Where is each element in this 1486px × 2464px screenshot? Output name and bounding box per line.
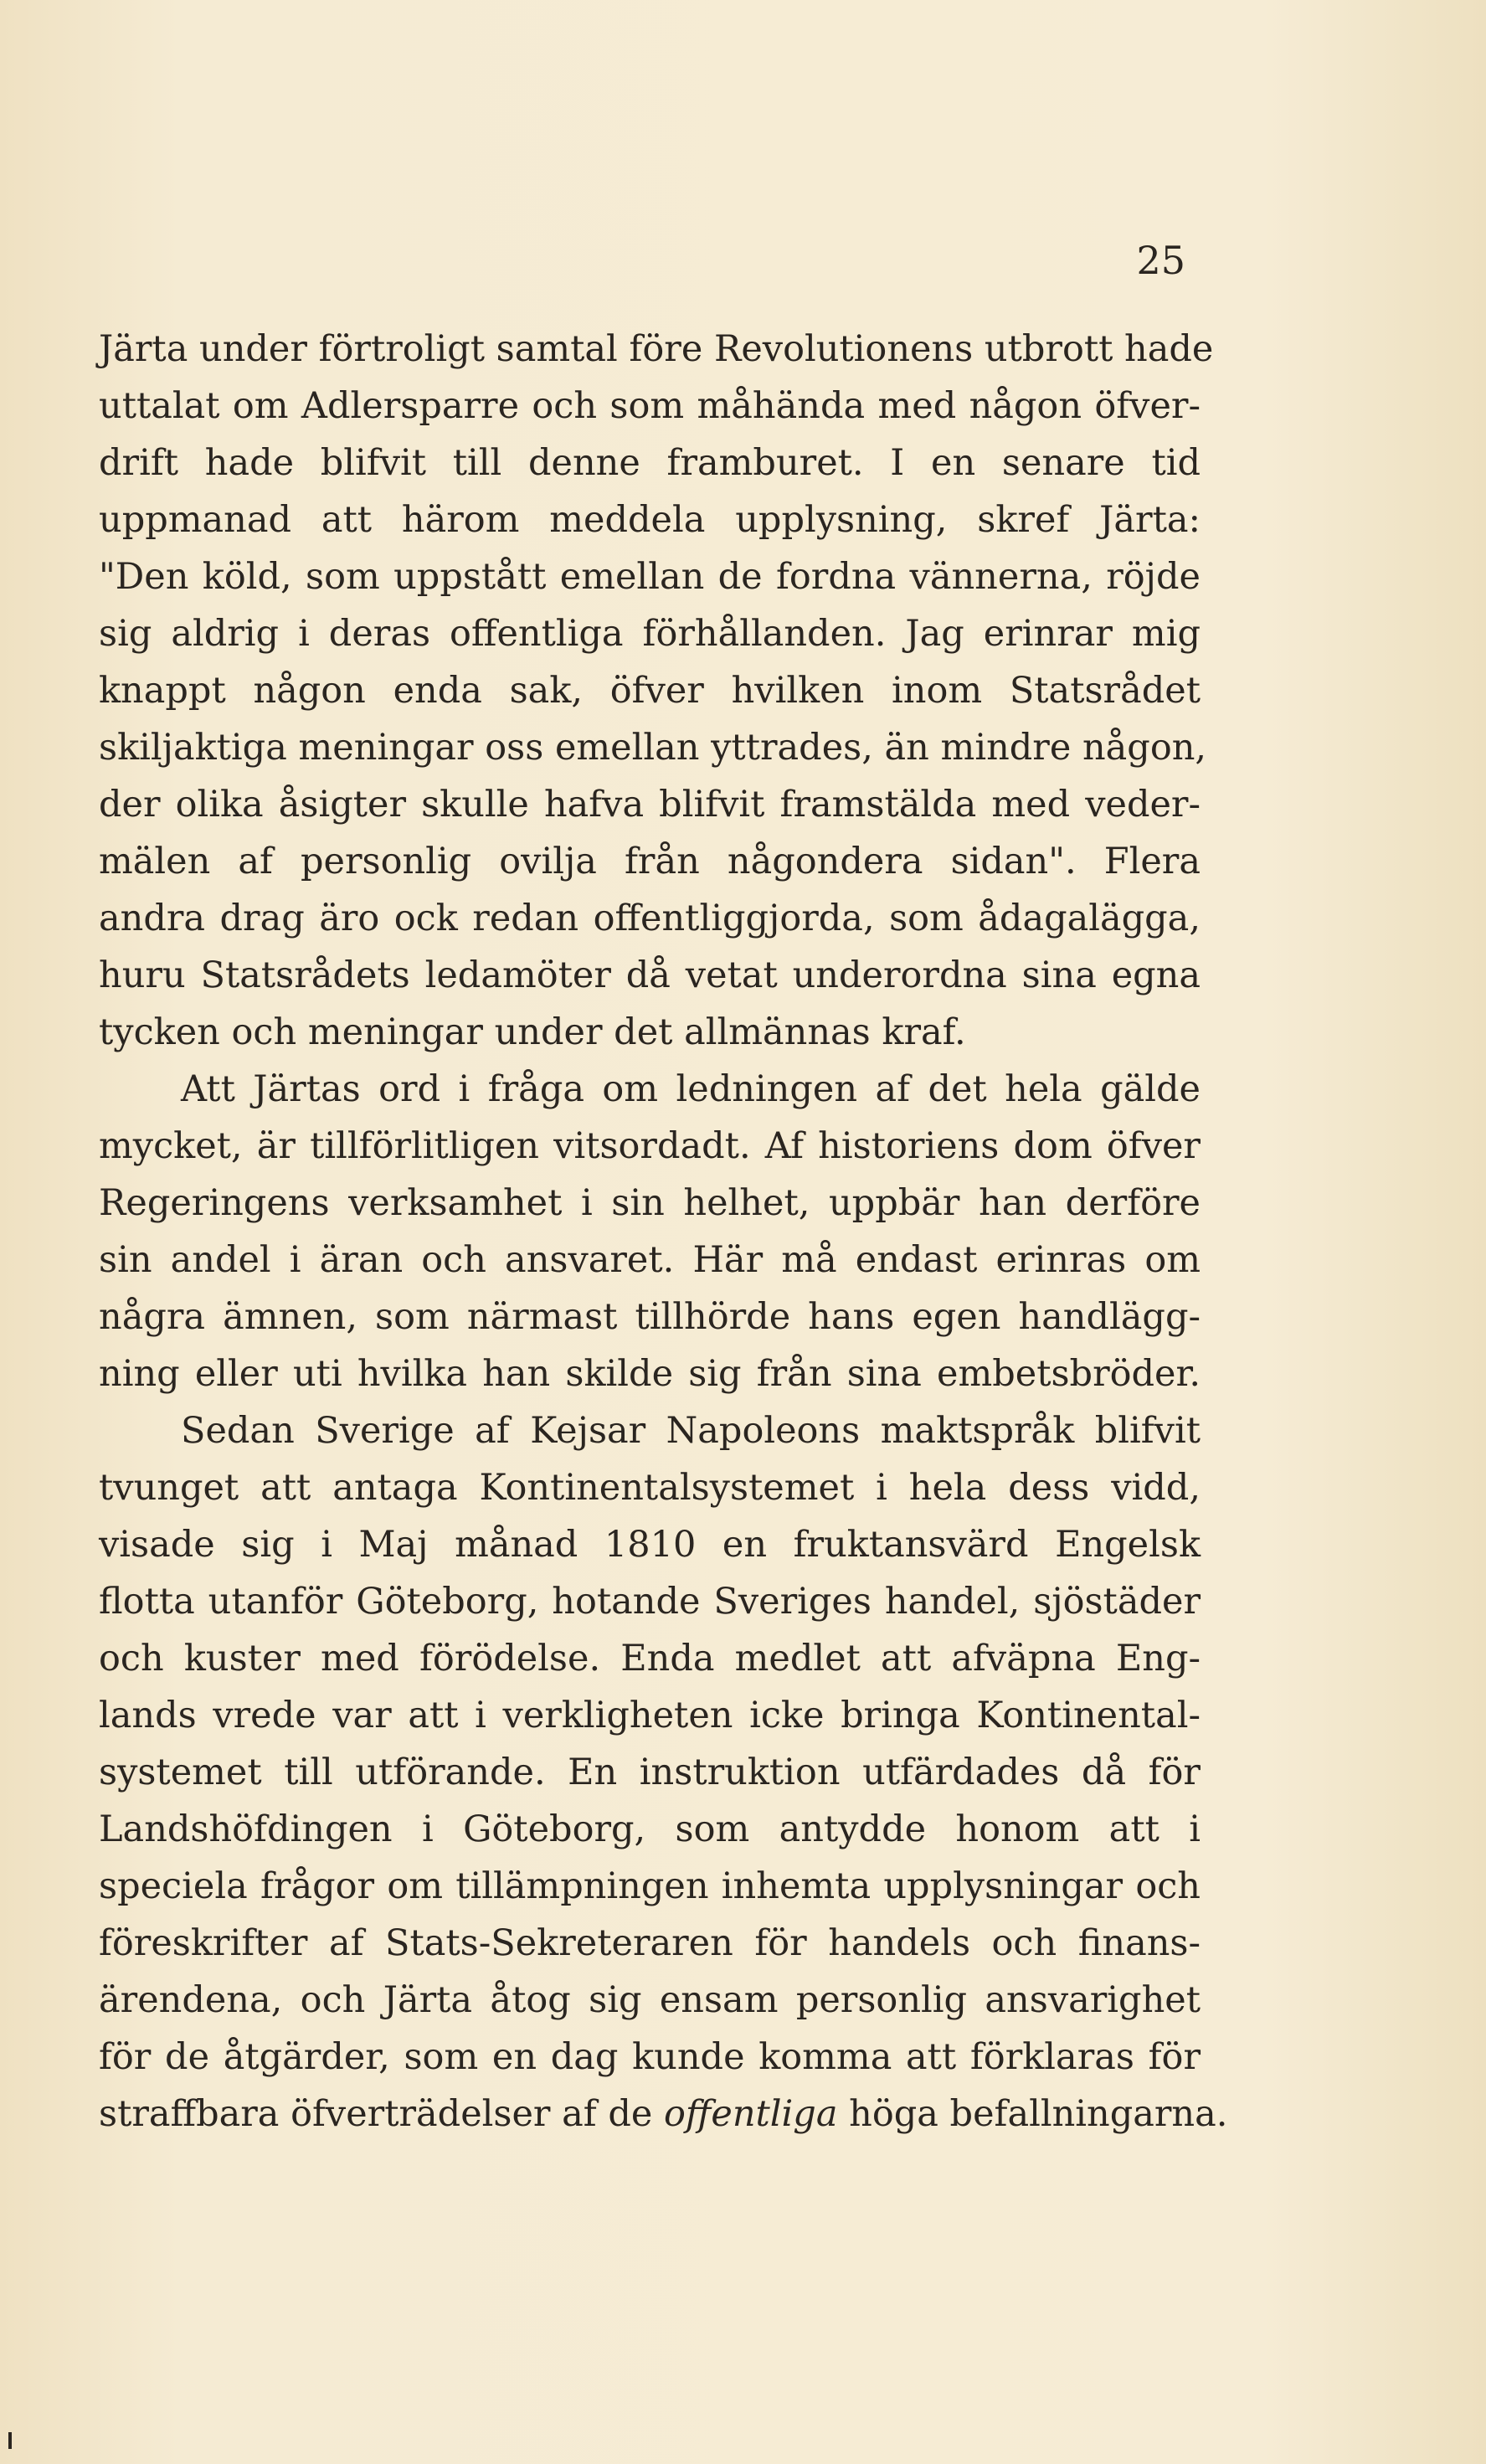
final-text-line: [99, 2086, 1228, 2142]
text-line: och kuster med förödelse. Enda medlet att afväpna Eng-: [99, 1638, 1201, 1680]
text-line: tvunget att antaga Kontinentalsystemet i hela dess vidd,: [99, 1467, 1201, 1509]
text-line: knappt någon enda sak, öfver hvilken inom Statsrådet: [99, 670, 1201, 712]
text-line: visade sig i Maj månad 1810 en fruktansvärd Engelsk: [99, 1524, 1201, 1566]
text-line: Sedan Sverige af Kejsar Napoleons maktspråk blifvit: [181, 1410, 1201, 1452]
text-line: uppmanad att härom meddela upplysning, skref Järta:: [99, 499, 1201, 541]
final-line-end: höga befallningarna.: [837, 2093, 1228, 2135]
text-line: ning eller uti hvilka han skilde sig från sina embetsbröder.: [99, 1353, 1201, 1395]
text-line: flotta utanför Göteborg, hotande Sveriges handel, sjöstäder: [99, 1581, 1201, 1623]
text-line: der olika åsigter skulle hafva blifvit framstälda med veder-: [99, 784, 1201, 826]
text-line: huru Statsrådets ledamöter då vetat underordna sina egna: [99, 954, 1201, 996]
text-line: föreskrifter af Stats-Sekreteraren för handels och finans-: [99, 1922, 1201, 1964]
margin-mark: [8, 2432, 12, 2449]
text-line: Regeringens verksamhet i sin helhet, uppbär han derföre: [99, 1182, 1201, 1224]
text-line: mycket, är tillförlitligen vitsordadt. Af historiens dom öfver: [99, 1125, 1201, 1167]
text-line: skiljaktiga meningar oss emellan yttrades, än mindre någon,: [99, 727, 1207, 769]
text-line: för de åtgärder, som en dag kunde komma att förklaras för: [99, 2036, 1201, 2078]
text-line: Att Järtas ord i fråga om ledningen af det hela gälde: [181, 1068, 1201, 1110]
final-line-start: straffbara öfverträdelser af de: [99, 2093, 665, 2135]
text-line: speciela frågor om tillämpningen inhemta upplysningar och: [99, 1865, 1201, 1907]
body-text: [99, 321, 1228, 2142]
text-line: några ämnen, som närmast tillhörde hans egen handlägg-: [99, 1296, 1201, 1338]
text-line: sin andel i äran och ansvaret. Här må endast erinras om: [99, 1239, 1201, 1281]
text-line: tycken och meningar under det allmännas kraf.: [99, 1011, 966, 1053]
emphasized-word: offentliga: [664, 2093, 838, 2135]
text-line: mälen af personlig ovilja från någondera sidan". Flera: [99, 841, 1201, 882]
text-line: "Den köld, som uppstått emellan de fordna vännerna, röjde: [99, 556, 1201, 598]
text-line: Järta under förtroligt samtal före Revolutionens utbrott hade: [99, 328, 1214, 370]
text-line: lands vrede var att i verkligheten icke bringa Kontinental-: [99, 1695, 1201, 1736]
text-line: ärendena, och Järta åtog sig ensam personlig ansvarighet: [99, 1979, 1201, 2021]
text-line: uttalat om Adlersparre och som måhända med någon öfver-: [99, 385, 1201, 427]
text-line: systemet till utförande. En instruktion utfärdades då för: [99, 1752, 1201, 1793]
text-line: Landshöfdingen i Göteborg, som antydde honom att i: [99, 1808, 1201, 1850]
text-line: drift hade blifvit till denne framburet. I en senare tid: [99, 442, 1201, 484]
text-line: andra drag äro ock redan offentliggjorda, som ådagalägga,: [99, 898, 1201, 939]
page-number: 25: [1136, 238, 1185, 283]
text-line: sig aldrig i deras offentliga förhållanden. Jag erinrar mig: [99, 613, 1201, 655]
